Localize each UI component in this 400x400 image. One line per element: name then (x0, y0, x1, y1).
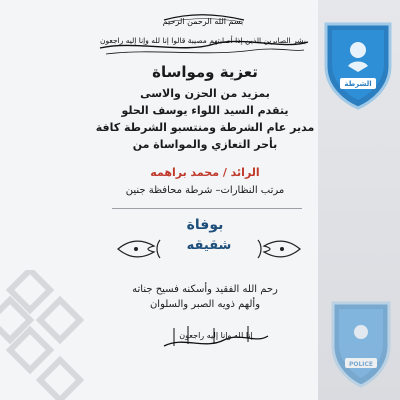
footer-verse-text: إنا لله وإنا إليه راجعون (179, 331, 253, 340)
police-badge-watermark-icon (330, 300, 392, 388)
message-line-2: يتقدم السيد اللواء يوسف الحلو (121, 104, 289, 117)
calligraphy-footer (160, 322, 272, 352)
death-label: بوفاة (186, 217, 224, 233)
calligraphy-header (94, 10, 312, 60)
relation-frame (116, 236, 302, 262)
badge-police-label-2: POLICE (348, 361, 374, 368)
basmala-text: بسم الله الرحمن الرحيم (162, 17, 244, 26)
message-line-1: بمزيد من الحزن والاسى (140, 87, 270, 100)
verse-text: بشر الصابرين الذين إذا أصابتهم مصيبة قالوا إنا لله وإنا إليه راجعون (100, 36, 306, 45)
relation-text: شقيقه (186, 238, 232, 253)
divider (112, 208, 302, 209)
message-line-4: بأحر التعازي والمواساة من (132, 138, 278, 151)
message-line-3: مدير عام الشرطة ومنتسبو الشرطة كافة (95, 121, 315, 134)
police-badge-icon (322, 20, 394, 110)
geometric-pattern-icon (0, 270, 95, 400)
title-text: تعزية ومواساة (152, 63, 258, 81)
person-rank: مرتب النظارات– شرطة محافظة جنين (125, 185, 285, 196)
badge-police-label: الشرطة (344, 80, 372, 88)
person-name: الرائد / محمد براهمه (150, 166, 260, 179)
prayer-line-1: رحم الله الفقيد وأسكنه فسيح جناته (132, 284, 278, 295)
prayer-line-2: وألهم ذويه الصبر والسلوان (149, 299, 261, 310)
page-title (90, 63, 320, 81)
